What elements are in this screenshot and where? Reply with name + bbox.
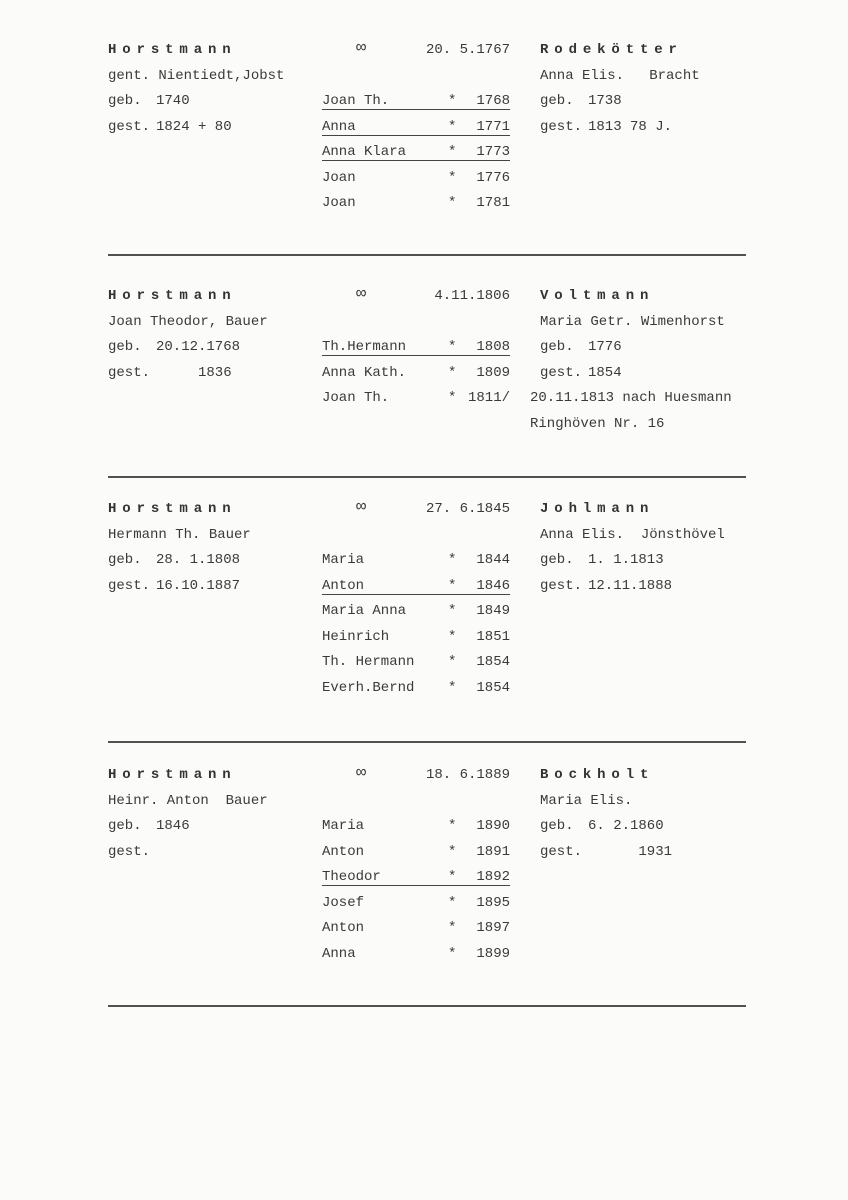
husband-died [108,119,232,135]
value: 16.10.1887 [156,577,241,594]
label: geb. [108,552,142,568]
value: 1. 1.1813 [588,552,664,568]
child-name: Maria [322,818,365,834]
birth-star-icon: * [448,894,457,911]
child-birth-year: 1891 [476,843,510,860]
value: 1824 + 80 [156,118,232,135]
label: gest. [540,364,583,381]
husband-surname: Horstmann [108,767,237,783]
child-birth-year: 1854 [476,679,510,696]
child-birth-year: 1809 [476,364,510,381]
child-name: Joan Th. [322,93,510,110]
wife-surname: Bockholt [540,767,655,783]
wife-surname: Rodekötter [540,42,683,58]
value: 1846 [156,818,190,834]
value: 28. 1.1808 [156,552,241,568]
child-name: Anton [322,843,365,860]
wife-died [540,119,672,135]
husband-died [108,844,156,860]
marriage-symbol-icon: ∞ [356,764,367,783]
child-birth-year: 1854 [476,654,510,670]
birth-star-icon: * [448,118,457,135]
child-name: Theodor [322,869,510,886]
section-divider [108,476,746,478]
wife-surname: Johlmann [540,501,655,517]
section-divider [108,254,746,256]
birth-star-icon: * [448,144,457,160]
value: 1813 78 J. [588,118,673,135]
birth-star-icon: * [448,654,457,670]
child-birth-year: 1773 [476,144,510,160]
section-divider [108,741,746,743]
wife-name: Anna Elis. Bracht [540,67,700,84]
label: gest. [540,577,583,594]
marriage-date: 18. 6.1889 [425,767,510,783]
husband-born [108,93,190,109]
wife-born [540,552,664,568]
wife-died [540,365,622,381]
value: 20.12.1768 [156,339,241,355]
label: gest. [540,118,583,135]
child-birth-year: 1844 [476,552,510,568]
child-name: Joan [322,169,356,186]
wife-died [540,844,672,860]
child-name: Th. Hermann [322,654,415,670]
husband-died [108,578,240,594]
marriage-symbol-icon: ∞ [356,498,367,517]
husband-name: Joan Theodor, Bauer [108,313,268,330]
wife-born [540,93,622,109]
birth-star-icon: * [448,93,457,109]
label: gest. [108,577,151,594]
birth-star-icon: * [448,169,457,186]
birth-star-icon: * [448,869,457,885]
label: geb. [108,93,142,109]
label: gest. [108,843,151,860]
husband-born [108,339,240,355]
wife-born [540,339,622,355]
wife-surname: Voltmann [540,288,655,304]
child-name: Th.Hermann [322,339,510,356]
child-name: Everh.Bernd [322,679,415,696]
husband-name: Heinr. Anton Bauer [108,792,268,809]
label: geb. [108,818,142,834]
wife-name: Maria Getr. Wimenhorst [540,313,725,330]
birth-star-icon: * [448,628,457,645]
child-birth-year: 1849 [476,603,510,619]
child-name: Anna Kath. [322,364,407,381]
child-birth-year: 1846 [476,577,510,594]
wife-born [540,818,664,834]
child-birth-year: 1808 [476,339,510,355]
birth-star-icon: * [448,843,457,860]
label: geb. [108,339,142,355]
child-birth-year: 1895 [476,894,510,911]
husband-surname: Horstmann [108,288,237,304]
birth-star-icon: * [448,920,457,936]
value: 1931 [588,843,673,860]
value: 1836 [156,364,232,381]
birth-star-icon: * [448,552,457,568]
value: 12.11.1888 [588,577,673,594]
label: geb. [540,339,574,355]
child-birth-year: 1892 [476,869,510,885]
value: 1738 [588,93,622,109]
birth-star-icon: * [448,577,457,594]
birth-star-icon: * [448,390,457,406]
birth-star-icon: * [448,195,457,211]
value: 1776 [588,339,622,355]
child-name: Anton [322,920,365,936]
label: geb. [540,552,574,568]
birth-star-icon: * [448,679,457,696]
wife-died [540,578,672,594]
child-name: Anna Klara [322,144,510,161]
child-name: Joan Th. [322,390,390,406]
child-birth-year: 1776 [476,169,510,186]
label: gest. [108,364,151,381]
husband-name: gent. Nientiedt,Jobst [108,67,285,84]
husband-born [108,552,240,568]
marriage-symbol-icon: ∞ [356,39,367,58]
child-birth-year: 1811/ [467,390,510,406]
value: 6. 2.1860 [588,818,664,834]
child-birth-year: 1899 [476,945,510,962]
label: gest. [108,118,151,135]
child-name: Josef [322,894,365,911]
child-birth-year: 1768 [476,93,510,109]
husband-name: Hermann Th. Bauer [108,526,251,543]
child-birth-year: 1851 [476,628,510,645]
section-divider [108,1005,746,1007]
child-name: Joan [322,195,356,211]
child-birth-year: 1890 [476,818,510,834]
wife-name: Anna Elis. Jönsthövel [540,526,725,543]
wife-note: Ringhöven Nr. 16 [530,415,665,432]
birth-star-icon: * [448,603,457,619]
marriage-date: 4.11.1806 [434,288,510,304]
child-name: Maria Anna [322,603,407,619]
marriage-symbol-icon: ∞ [356,285,367,304]
child-name: Anton [322,578,510,595]
birth-star-icon: * [448,364,457,381]
child-name: Maria [322,552,365,568]
child-birth-year: 1771 [476,118,510,135]
husband-died [108,365,232,381]
birth-star-icon: * [448,339,457,355]
label: geb. [540,93,574,109]
wife-name: Maria Elis. [540,792,633,809]
label: gest. [540,843,583,860]
child-birth-year: 1781 [476,195,510,211]
husband-surname: Horstmann [108,501,237,517]
value: 1854 [588,364,622,381]
label: geb. [540,818,574,834]
marriage-date: 20. 5.1767 [425,42,510,58]
value: 1740 [156,93,190,109]
husband-born [108,818,190,834]
birth-star-icon: * [448,818,457,834]
marriage-date: 27. 6.1845 [425,501,510,517]
child-name: Heinrich [322,628,390,645]
child-birth-year: 1897 [476,920,510,936]
child-name: Anna [322,119,510,136]
child-name: Anna [322,945,356,962]
birth-star-icon: * [448,945,457,962]
wife-note: 20.11.1813 nach Huesmann [530,390,732,406]
husband-surname: Horstmann [108,42,237,58]
